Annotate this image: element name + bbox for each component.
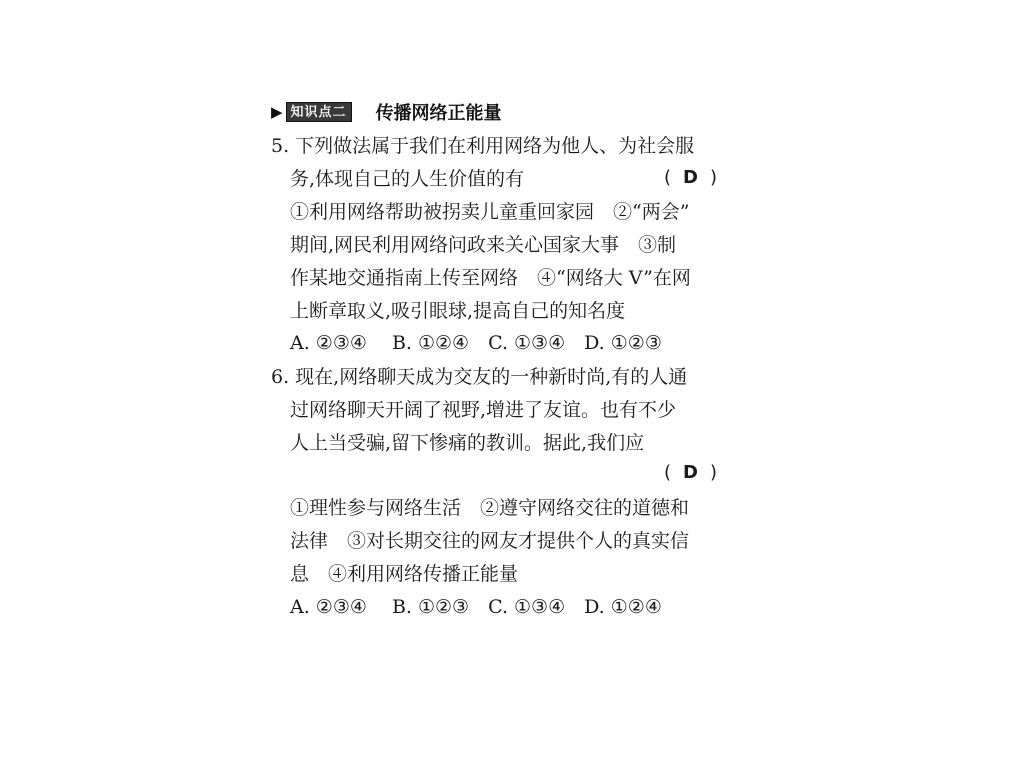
question-5-option-line-3: 作某地交通指南上传至网络 ④“网络大 V”在网 bbox=[290, 267, 691, 289]
question-6-option-line-1: ①理性参与网络生活 ②遵守网络交往的道德和 bbox=[290, 497, 690, 519]
section-header bbox=[271, 99, 502, 125]
answer-open-paren: ( bbox=[664, 462, 672, 483]
question-5-choices: A. ②③④ B. ①②④ C. ①③④ D. ①②③ bbox=[290, 332, 662, 354]
question-6-stem-line-3: 人上当受骗,留下惨痛的教训。据此,我们应 bbox=[290, 432, 645, 454]
question-5-stem-line-2: 务,体现自己的人生价值的有 bbox=[290, 168, 525, 190]
answer-open-paren: ( bbox=[664, 167, 672, 188]
answer-close-paren: ) bbox=[709, 167, 718, 188]
question-5-answer: D bbox=[683, 167, 698, 188]
question-5-option-line-2: 期间,网民利用网络问政来关心国家大事 ③制 bbox=[290, 234, 677, 256]
question-5-option-line-1: ①利用网络帮助被拐卖儿童重回家园 ②“两会” bbox=[290, 201, 690, 223]
question-6-answer: D bbox=[683, 462, 698, 483]
question-6-option-line-3: 息 ④利用网络传播正能量 bbox=[290, 563, 519, 585]
question-6-answer-box bbox=[664, 462, 717, 483]
triangle-bullet-icon: ▶ bbox=[271, 103, 283, 121]
question-5-option-line-4: 上断章取义,吸引眼球,提高自己的知名度 bbox=[290, 300, 626, 322]
knowledge-point-badge: 知识点二 bbox=[286, 102, 352, 122]
question-5-answer-box bbox=[664, 167, 717, 188]
question-6-stem-line-1: 6. 现在,网络聊天成为交友的一种新时尚,有的人通 bbox=[271, 366, 688, 388]
question-5-stem-line-1: 5. 下列做法属于我们在利用网络为他人、为社会服 bbox=[271, 135, 695, 157]
answer-close-paren: ) bbox=[709, 462, 718, 483]
question-6-stem-line-2: 过网络聊天开阔了视野,增进了友谊。也有不少 bbox=[290, 399, 677, 421]
question-6-option-line-2: 法律 ③对长期交往的网友才提供个人的真实信 bbox=[290, 530, 690, 552]
question-6-choices: A. ②③④ B. ①②③ C. ①③④ D. ①②④ bbox=[290, 596, 662, 618]
section-title: 传播网络正能量 bbox=[375, 103, 502, 124]
